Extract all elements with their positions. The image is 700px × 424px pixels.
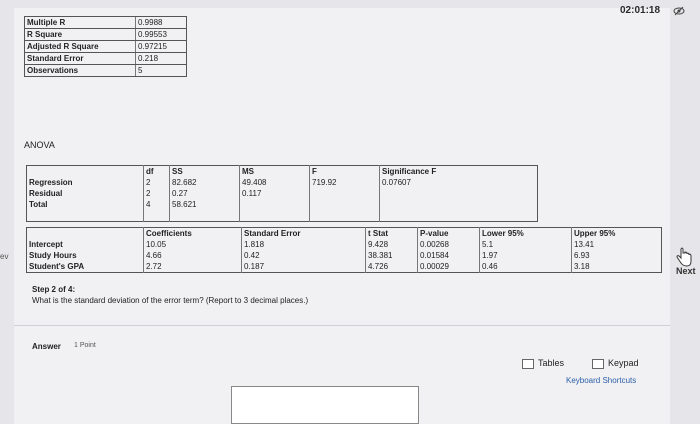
table-cell: 0.42 <box>242 250 366 261</box>
keyboard-shortcuts-link[interactable]: Keyboard Shortcuts <box>566 376 637 385</box>
table-cell <box>310 188 380 199</box>
table-cell: 3.18 <box>572 261 662 273</box>
stat-label: Standard Error <box>25 53 136 65</box>
table-row <box>27 239 662 250</box>
anova-title: ANOVA <box>24 140 55 150</box>
row-label: Residual <box>29 189 63 198</box>
table-cell: 719.92 <box>310 177 380 188</box>
header-cell: F <box>310 166 380 178</box>
table-cell: 2 <box>144 177 170 188</box>
row-label: Intercept <box>29 240 63 249</box>
table-cell: 38.381 <box>366 250 418 261</box>
table-row <box>27 261 662 273</box>
table-cell: 4 <box>144 199 170 210</box>
table-cell: 13.41 <box>572 239 662 250</box>
table-cell: 4.66 <box>144 250 242 261</box>
table-row <box>25 65 187 77</box>
table-cell <box>310 199 380 210</box>
table-cell: 5.1 <box>480 239 572 250</box>
divider <box>14 325 670 326</box>
table-row <box>27 199 538 210</box>
table-row <box>27 250 662 261</box>
tables-button[interactable] <box>522 358 564 369</box>
table-cell: 49.408 <box>240 177 310 188</box>
answer-label: Answer <box>32 342 61 351</box>
table-cell <box>380 199 538 210</box>
table-cell: 2 <box>144 188 170 199</box>
header-cell: Coefficients <box>144 228 242 240</box>
table-cell: 10.05 <box>144 239 242 250</box>
header-cell: Standard Error <box>242 228 366 240</box>
stat-value: 5 <box>136 65 187 77</box>
table-cell <box>240 199 310 210</box>
tables-label: Tables <box>538 358 565 368</box>
table-row <box>25 29 187 41</box>
table-row <box>25 53 187 65</box>
keypad-icon <box>592 359 604 369</box>
table-row <box>25 17 187 29</box>
header-cell: Significance F <box>380 166 538 178</box>
row-label: Total <box>29 200 48 209</box>
stat-label: Observations <box>25 65 136 77</box>
table-cell: 0.00029 <box>418 261 480 273</box>
table-cell: 2.72 <box>144 261 242 273</box>
table-header-row <box>27 228 662 240</box>
header-cell: Upper 95% <box>572 228 662 240</box>
header-cell: t Stat <box>366 228 418 240</box>
regression-stats-table <box>24 16 187 77</box>
table-row <box>27 210 538 222</box>
row-label: Regression <box>29 178 73 187</box>
table-cell: 4.726 <box>366 261 418 273</box>
table-icon <box>522 359 534 369</box>
table-row <box>25 41 187 53</box>
table-row <box>27 177 538 188</box>
table-cell: 0.117 <box>240 188 310 199</box>
stat-label: Multiple R <box>25 17 136 29</box>
coefficients-table <box>26 227 662 273</box>
stat-value: 0.99553 <box>136 29 187 41</box>
stat-label: R Square <box>25 29 136 41</box>
left-edge-label: ev <box>0 252 9 261</box>
table-cell: 82.682 <box>170 177 240 188</box>
header-cell: P-value <box>418 228 480 240</box>
table-cell: 0.07607 <box>380 177 538 188</box>
hand-cursor-icon <box>675 247 693 267</box>
table-cell: 0.00268 <box>418 239 480 250</box>
stat-value: 0.218 <box>136 53 187 65</box>
header-cell <box>27 228 144 240</box>
table-cell: 0.27 <box>170 188 240 199</box>
next-label[interactable]: Next <box>676 266 696 276</box>
table-cell: 0.46 <box>480 261 572 273</box>
table-row <box>27 188 538 199</box>
table-cell: 1.97 <box>480 250 572 261</box>
timer: 02:01:18 <box>620 5 661 16</box>
anova-table <box>26 165 538 222</box>
table-header-row <box>27 166 538 178</box>
header-cell: Lower 95% <box>480 228 572 240</box>
table-cell: 0.01584 <box>418 250 480 261</box>
eye-icon[interactable] <box>673 6 685 16</box>
table-cell: 9.428 <box>366 239 418 250</box>
table-cell: 6.93 <box>572 250 662 261</box>
stat-label: Adjusted R Square <box>25 41 136 53</box>
step-indicator: Step 2 of 4: <box>32 285 76 294</box>
header-cell: SS <box>170 166 240 178</box>
answer-input[interactable] <box>231 386 419 424</box>
table-cell: 58.621 <box>170 199 240 210</box>
table-cell <box>380 188 538 199</box>
stat-value: 0.97215 <box>136 41 187 53</box>
row-label: Student's GPA <box>29 262 85 271</box>
header-cell <box>27 166 144 178</box>
stat-value: 0.9988 <box>136 17 187 29</box>
header-cell: df <box>144 166 170 178</box>
keypad-label: Keypad <box>608 358 639 368</box>
keypad-button[interactable] <box>592 358 639 369</box>
row-label: Study Hours <box>29 251 77 260</box>
points-label: 1 Point <box>74 342 96 349</box>
table-cell: 1.818 <box>242 239 366 250</box>
question-text: What is the standard deviation of the error term? (Report to 3 decimal places.) <box>32 296 309 305</box>
table-cell: 0.187 <box>242 261 366 273</box>
header-cell: MS <box>240 166 310 178</box>
